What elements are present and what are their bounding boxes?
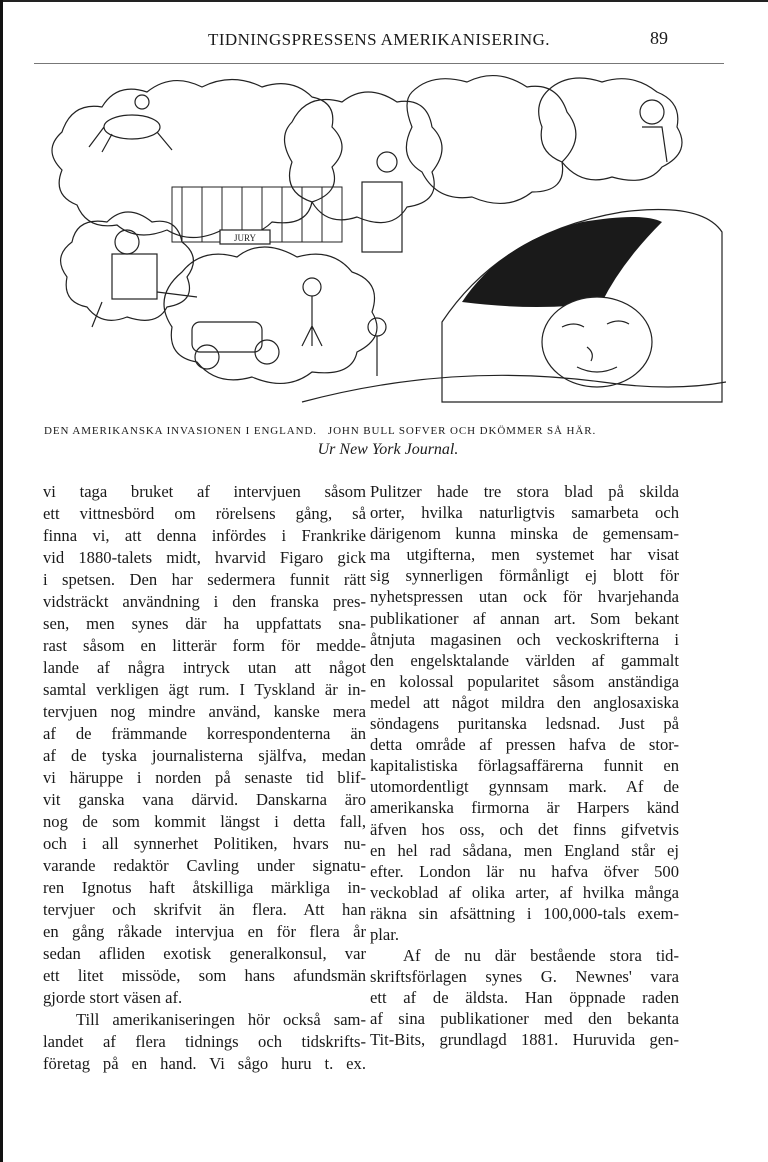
text-line: nog de som kommit längst i detta fall,	[43, 812, 366, 831]
text-line: sedan afliden exotisk generalkonsul, var	[43, 944, 366, 963]
text-line: sig synnerligen förmånligt ej blott för	[370, 566, 679, 586]
text-line: företag på en hand. Vi sågo huru t. ex.	[43, 1054, 366, 1073]
text-line: kapitalistiska förlagsaffärerna funnit en	[370, 756, 679, 776]
jury-label: JURY	[233, 233, 257, 243]
text-line: detta område af pressen hafva de stor-	[370, 735, 679, 755]
horse-rider-icon	[89, 95, 172, 152]
text-line: vi häruppe i norden på senaste tid blif-	[43, 768, 366, 787]
text-line: finna vi, att denna infördes i Frankrike	[43, 526, 366, 545]
dream-cloud	[52, 80, 342, 238]
text-line: landet af flera tidnings och tidskrifts-	[43, 1032, 366, 1051]
text-line: utomordentligt gynnsam mark. Af de	[370, 777, 679, 797]
text-line: nyhetspressen utan ock för hvarjehanda	[370, 587, 679, 607]
caption-left: DEN AMERIKANSKA INVASIONEN I ENGLAND.	[44, 425, 317, 437]
text-line: plar.	[370, 924, 400, 944]
sleeping-head-icon	[542, 297, 652, 387]
text-line: publikationer af annan art. Som bekant	[370, 608, 679, 628]
text-line: åtnjuta magasinen och veckoskrifterna i	[370, 629, 679, 649]
text-line: räkna sin afsättning i 100,000-tals exem-	[370, 903, 679, 923]
text-line: ma utgifterna, men systemet har visat	[370, 545, 679, 565]
dream-cloud	[61, 212, 194, 320]
text-line: medel att något mildra den anglosaxiska	[370, 692, 679, 712]
text-line: rast såsom en litterär form för medde-	[43, 636, 366, 655]
text-line: ren Ignotus haft åtskilliga märkliga in-	[43, 878, 366, 897]
text-line: en gång råkade intervjua en för flera år	[43, 922, 366, 941]
text-line: vidsträckt användning i den franska pres-	[43, 592, 366, 611]
boxer-icon	[640, 100, 667, 162]
figure-source: Ur New York Journal.	[317, 441, 459, 458]
text-line: en hel rad sådana, men England står ej	[370, 840, 679, 860]
text-line: ett litet missöde, som hans afundsmän	[43, 966, 366, 985]
text-line: af de tyska journalisterna själfva, medan	[43, 746, 366, 765]
text-line: Tit-Bits, grundlagd 1881. Huruvida gen-	[370, 1030, 679, 1050]
text-line: vid 1880-talets midt, hvarvid Figaro gick	[43, 548, 366, 567]
text-line: tervjuer och skrifvit än flera. Att han	[43, 900, 366, 919]
motorcar-icon	[192, 322, 279, 369]
text-line: Till amerikaniseringen hör också sam-	[76, 1010, 366, 1029]
text-line: vi taga bruket af intervjuen såsom	[43, 482, 366, 501]
text-line: orter, hvilka naturligtvis samarbeta och	[370, 503, 679, 523]
text-line: veckoblad af olika arter, af hvilka många	[370, 882, 679, 902]
text-line: söndagens puritanska ledsnad. Just på	[370, 714, 679, 734]
text-line: af de främmande korrespondenterna än	[43, 724, 366, 743]
text-column-right	[370, 481, 679, 1051]
text-line: ett af de äldsta. Han öppnade raden	[370, 988, 679, 1008]
cartoon-illustration	[42, 72, 726, 404]
text-line: efter. London lär nu hafva öfver 500	[370, 861, 679, 881]
text-line: Af de nu där bestående stora tid-	[403, 946, 679, 966]
text-line: och i all synnerhet Politiken, hvars nu-	[43, 834, 366, 853]
text-line: äfven hos oss, och det finns gifvetvis	[370, 819, 679, 839]
text-line: i spetsen. Den har sedermera funnit rätt	[43, 570, 366, 589]
text-line: Pulitzer hade tre stora blad på skilda	[370, 482, 679, 501]
dream-cloud	[406, 76, 576, 204]
text-line: samtal verkligen ägt rum. I Tyskland är in-	[43, 680, 366, 699]
text-line: lande af några intryck utan att något	[43, 658, 366, 677]
caption-right: JOHN BULL SOFVER OCH DKÖMMER SÅ HÄR.	[327, 425, 597, 437]
text-line: tervjuen nog mindre använd, kanske mera	[43, 702, 366, 721]
dream-cloud	[285, 92, 443, 223]
text-line: därigenom kunna minska de gemensam-	[370, 524, 679, 544]
scan-border-top	[0, 0, 768, 2]
text-line: den engelsktalande världen af gammalt	[370, 650, 679, 670]
scan-border-left	[0, 0, 3, 1162]
text-line: gjorde stort väsen af.	[43, 988, 183, 1007]
figure-caption	[44, 425, 674, 437]
header-rule	[34, 63, 724, 64]
text-line: skriftsförlagen synes G. Newnes' vara	[370, 967, 679, 987]
dream-cloud	[539, 78, 682, 180]
text-line: af sina publikationer med den bekanta	[370, 1009, 679, 1029]
text-line: ett vittnesbörd om rörelsens gång, så	[43, 504, 366, 523]
text-line: amerikanska firmorna är Harpers känd	[370, 798, 679, 818]
text-line: varande redaktör Cavling under signatu-	[43, 856, 366, 875]
page-number: 89	[650, 28, 668, 48]
text-line: vit ganska vana därvid. Danskarna äro	[43, 790, 366, 809]
text-column-left	[43, 481, 366, 1075]
text-line: sen, men synes där ha uppfattats sna-	[43, 614, 366, 633]
seated-figure-icon	[92, 230, 197, 327]
text-line: en kolossal popularitet såsom anständiga	[370, 671, 679, 691]
judge-bench-icon	[362, 152, 402, 252]
running-head: TIDNINGSPRESSENS AMERIKANISERING.	[208, 30, 550, 49]
